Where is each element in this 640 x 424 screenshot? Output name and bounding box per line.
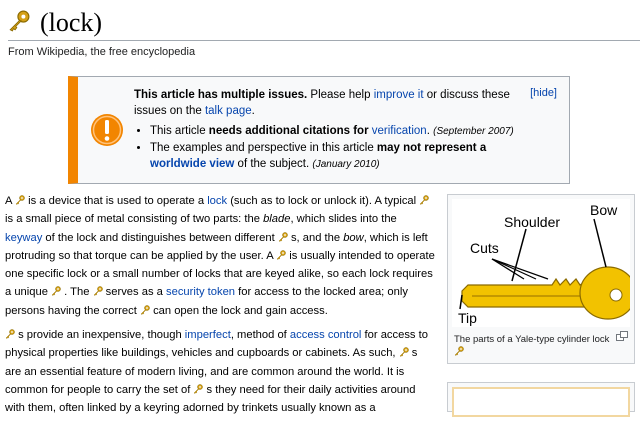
p1-c: (such as to lock or unlock it). A typical (227, 195, 417, 207)
verification-link[interactable]: verification (371, 125, 427, 137)
second-figure-image[interactable] (452, 387, 630, 417)
p1-e: , which slides into the (290, 213, 397, 226)
p2-a: s provide an inexpensive, though (18, 329, 185, 342)
issues-text-1: Please help (307, 89, 374, 101)
issues-text-2: or discuss these issues on the (134, 89, 510, 117)
issues-text-3: . (251, 105, 255, 117)
issues-text (134, 87, 534, 173)
key-diagram-image[interactable] (452, 199, 630, 327)
p2-b: , method of (230, 329, 290, 342)
key-parts-figure (447, 194, 635, 364)
page-heading (8, 6, 640, 41)
page-title: (lock) (40, 8, 103, 37)
p2-d: s are an essential feature of modern living, and are common around the world. It is common for people to carry the set of (5, 347, 418, 396)
label-bow: Bow (590, 202, 618, 218)
key-icon (454, 346, 464, 356)
p1-b: is a device that is used to operate a (24, 195, 208, 207)
p2-e: s they need for their daily activities around with them, often linked by a keyring adorned by trinkets usually known as a (5, 383, 416, 415)
figure-caption-text: The parts of a Yale-type cylinder lock (454, 334, 610, 345)
talk-page-link[interactable]: talk page (204, 105, 252, 117)
paragraph-1 (5, 192, 435, 320)
multiple-issues-box (68, 76, 570, 184)
paragraph-2 (5, 326, 435, 417)
issue1-post: . (426, 125, 430, 137)
key-icon (399, 347, 409, 357)
issue-citations (150, 123, 534, 140)
tip-pointer (460, 295, 462, 309)
keyway-link[interactable]: keyway (5, 231, 43, 244)
issue2-bold: may not represent a (376, 142, 487, 154)
issue2-post: of the subject. (234, 158, 310, 170)
label-tip: Tip (458, 310, 477, 326)
lock-link[interactable]: lock (207, 195, 228, 207)
access-control-link[interactable]: access control (289, 329, 362, 342)
key-blade (462, 279, 588, 307)
p1-g: s, and the (290, 231, 344, 244)
key-icon (5, 329, 15, 339)
issue1-bold: needs additional citations for (208, 125, 372, 137)
issue2-date: (January 2010) (312, 159, 380, 170)
enlarge-icon[interactable] (616, 331, 628, 341)
label-cuts: Cuts (470, 240, 499, 256)
p1-j: . The (64, 286, 93, 299)
imperfect-link[interactable]: imperfect (184, 329, 231, 342)
label-shoulder: Shoulder (504, 214, 561, 230)
key-icon (15, 195, 25, 205)
security-token-link[interactable]: security token (166, 286, 236, 299)
p2-c: for access to physical properties like buildings, vehicles and cupboards or cabinets. As such, (5, 329, 428, 360)
key-icon (93, 286, 103, 296)
issues-lead: This article has multiple issues. (134, 89, 308, 101)
improve-link[interactable]: improve it (373, 89, 424, 101)
p1-k: serves as a (105, 286, 166, 299)
issue1-date: (September 2007) (433, 126, 514, 137)
bow-pointer (594, 219, 606, 267)
worldwide-view-link[interactable]: worldwide view (150, 158, 235, 170)
issues-list (134, 123, 534, 173)
key-hole (610, 289, 622, 301)
key-icon (51, 286, 61, 296)
p1-d: is a small piece of metal consisting of two parts: the (5, 213, 264, 226)
issue1-pre: This article (150, 125, 209, 137)
key-icon (278, 232, 288, 242)
p1-m: can open the lock and gain access. (153, 304, 328, 317)
key-icon (8, 10, 30, 32)
hide-button[interactable]: [hide] (530, 87, 557, 99)
issue2-pre: The examples and perspective in this article (150, 142, 377, 154)
page-subtitle: From Wikipedia, the free encyclopedia (8, 46, 196, 58)
key-icon (419, 195, 429, 205)
p1-a: A (5, 195, 12, 207)
blade-term: blade (263, 213, 291, 226)
p1-h: , which is left protruding so that torque can be applied by the user. A (5, 231, 428, 262)
p1-i: is usually intended to operate one specific lock or a small number of locks that are keyed alike, so each lock requires a unique (5, 249, 435, 299)
issue-worldwide-view (150, 140, 534, 173)
key-icon (193, 384, 203, 394)
key-icon (140, 305, 150, 315)
figure-caption (454, 333, 612, 359)
second-figure (447, 382, 635, 412)
p1-f: of the lock and distinguishes between different (42, 231, 278, 244)
key-icon (276, 250, 286, 260)
bow-term: bow (343, 231, 364, 244)
key-bow (580, 267, 630, 319)
article-body (5, 192, 435, 424)
p1-l: for access to the locked area; only persons having the correct (5, 286, 408, 317)
warning-icon (90, 113, 124, 147)
